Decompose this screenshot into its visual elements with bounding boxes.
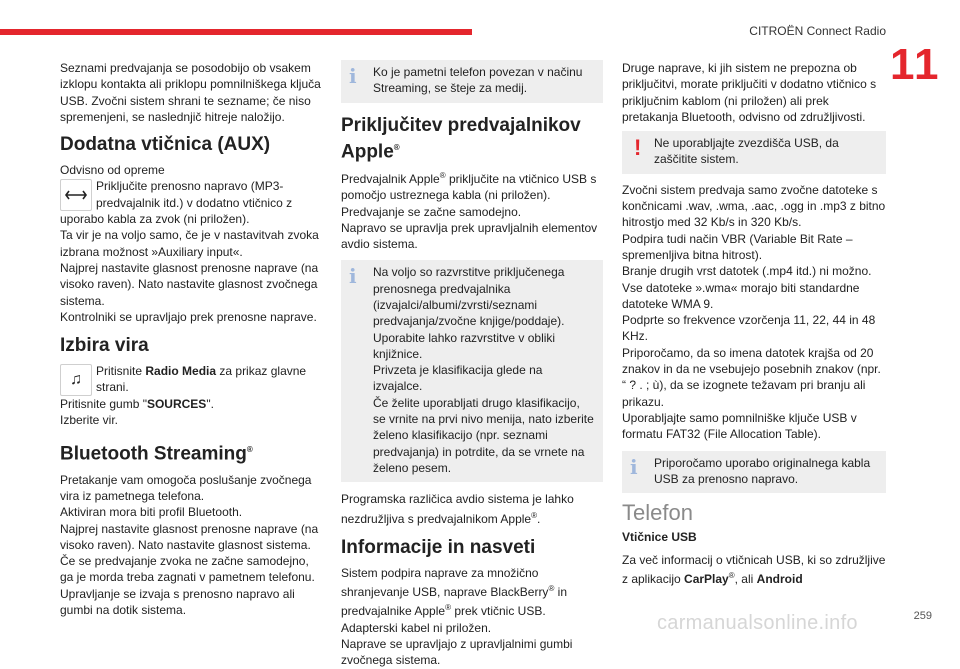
paragraph: Pritisnite Radio Media za prikaz glavne strani. bbox=[96, 364, 307, 395]
paragraph: Vse datoteke ».wma« morajo biti standardne datoteke WMA 9. bbox=[622, 280, 860, 311]
note-text: Ne uporabljajte zvezdišča USB, da zaščitite sistem. bbox=[654, 136, 839, 167]
warning-note bbox=[622, 131, 886, 174]
section-heading-aux: Dodatna vtičnica (AUX) bbox=[60, 134, 271, 156]
paragraph: Kontrolniki se upravljajo prek prenosne naprave. bbox=[60, 309, 317, 324]
watermark: carmanualsonline.info bbox=[657, 612, 858, 634]
paragraph: Najprej nastavite glasnost prenosne naprave (na visoko raven). Nato nastavite glasnost zvočnega sistema. bbox=[60, 260, 319, 308]
note-text: Na voljo so razvrstitve priključenega prenosnega predvajalnika (izvajalci/albumi/zvrsti/seznami predvajanja/zvočne knjige/poddaje). Uporabite lahko razvrstitve v obliki knjižnice. bbox=[373, 265, 565, 361]
chapter-number: 11 bbox=[890, 40, 941, 89]
paragraph: Branje drugih vrst datotek (.mp4 itd.) ni možno. bbox=[622, 264, 872, 279]
info-icon: i bbox=[349, 264, 357, 289]
section-heading-source: Izbira vira bbox=[60, 335, 149, 357]
info-note bbox=[622, 451, 886, 494]
info-icon: i bbox=[630, 454, 638, 479]
column-1 bbox=[60, 60, 322, 618]
info-note bbox=[341, 260, 603, 482]
note-text: Privzeta je klasifikacija glede na izvajalce. bbox=[373, 363, 543, 394]
paragraph: Programska različica avdio sistema je lahko nezdružljiva s predvajalnikom Apple®. bbox=[341, 492, 574, 526]
paragraph: Naprave se upravljajo z upravljalnimi gumbi zvočnega sistema. bbox=[341, 637, 573, 668]
column-3 bbox=[622, 60, 886, 587]
paragraph: Pritisnite gumb "SOURCES". bbox=[60, 396, 214, 411]
paragraph: Predvajanje se začne samodejno. bbox=[341, 204, 522, 219]
paragraph: Najprej nastavite glasnost prenosne naprave (na visoko raven). Nato nastavite glasnost sistema. bbox=[60, 521, 319, 552]
subheading-usb: Vtičnice USB bbox=[622, 530, 697, 545]
paragraph: Priključite prenosno napravo (MP3-predvajalnik itd.) v dodatno vtičnico z bbox=[96, 179, 293, 210]
note-text: Ko je pametni telefon povezan v načinu Streaming, se šteje za medij. bbox=[373, 65, 583, 96]
paragraph: Upravljanje se izvaja s prenosno napravo ali gumbi na dotik sistema. bbox=[60, 586, 295, 618]
paragraph: Zvočni sistem predvaja samo zvočne datoteke s končnicami .wav, .wma, .aac, .ogg in .mp3 z bitno hitrostjo med 32 Kb/s in 320 Kb/s. bbox=[622, 182, 886, 230]
paragraph: Za več informacij o vtičnicah USB, ki so združljive z aplikacijo CarPlay®, ali Android bbox=[622, 552, 886, 587]
section-heading-info: Informacije in nasveti bbox=[341, 536, 536, 558]
info-note bbox=[341, 60, 603, 103]
paragraph: Sistem podpira naprave za množično shranjevanje USB, naprave BlackBerry® in predvajalnike Apple® prek vtičnic USB. Adapterski kabel ni priložen. bbox=[341, 565, 568, 635]
paragraph: uporabo kabla za zvok (ni priložen). bbox=[60, 212, 250, 227]
music-note-icon: ♫ bbox=[60, 364, 92, 396]
paragraph: Če se predvajanje zvoka ne začne samodejno, ga je morda treba zagnati v pametnem telefonu. bbox=[60, 554, 315, 585]
paragraph: Seznami predvajanja se posodobijo ob vsakem izklopu kontakta ali priklopu pomnilniškega ključa USB. Zvočni sistem shrani te sezname; če niso spremenjeni, se naslednjič hitreje naložijo. bbox=[60, 61, 321, 124]
paragraph: Podprte so frekvence vzorčenja 11, 22, 44 in 48 KHz. bbox=[622, 313, 876, 344]
paragraph: Podpira tudi način VBR (Variable Bit Rate –spremenljiva bitna hitrost). bbox=[622, 231, 853, 262]
aux-cable-icon bbox=[60, 179, 92, 211]
note-text: Priporočamo uporabo originalnega kabla USB za prenosno napravo. bbox=[654, 455, 871, 486]
paragraph: Napravo se upravlja prek upravljalnih elementov avdio sistema. bbox=[341, 220, 598, 252]
section-heading-bluetooth: Bluetooth Streaming® bbox=[60, 443, 253, 465]
aux-instruction bbox=[60, 178, 322, 211]
column-2 bbox=[341, 60, 603, 669]
paragraph: Druge naprave, ki jih sistem ne prepozna ob priključitvi, morate priključiti v dodatno vtičnico s priključnim kablom (ni priložen) ali prek pretakanja Bluetooth, odvisno od združljivosti. bbox=[622, 61, 877, 124]
source-instruction bbox=[60, 363, 322, 396]
info-icon: i bbox=[349, 64, 357, 88]
paragraph: Pretakanje vam omogoča poslušanje zvočnega vira iz pametnega telefona. bbox=[60, 472, 312, 503]
paragraph: Priporočamo, da so imena datotek krajša od 20 znakov in da ne vsebujejo posebnih znakov (npr. “ ? . ; ù), da se izognete težavam pri branju ali prikazu. bbox=[622, 345, 881, 409]
paragraph: Ta vir je na voljo samo, če je v nastavitvah zvoka izbrana možnost »Auxiliary input«. bbox=[60, 228, 319, 259]
note-text: Če želite uporabljati drugo klasifikacijo, se vrnite na prvi nivo menija, nato izberite želeno klasifikacijo (npr. seznami predvajanja) in potrdite, da se vrnete na želeno pesem. bbox=[373, 395, 594, 475]
page-number: 259 bbox=[913, 610, 932, 622]
paragraph: Odvisno od opreme bbox=[60, 163, 165, 178]
paragraph: Predvajalnik Apple® priključite na vtičnico USB s pomočjo ustreznega kabla (ni priložen). bbox=[341, 170, 597, 203]
header-title: CITROËN Connect Radio bbox=[749, 24, 886, 38]
paragraph: Izberite vir. bbox=[60, 413, 119, 428]
paragraph: Uporabljajte samo pomnilniške ključe USB v formatu FAT32 (File Allocation Table). bbox=[622, 410, 857, 442]
section-heading-apple: Priključitev predvajalnikov Apple® bbox=[341, 114, 581, 162]
paragraph: Aktiviran mora biti profil Bluetooth. bbox=[60, 505, 243, 520]
warning-icon: ! bbox=[634, 135, 642, 161]
header-accent-bar bbox=[0, 29, 472, 35]
section-heading-telephone: Telefon bbox=[622, 500, 693, 526]
